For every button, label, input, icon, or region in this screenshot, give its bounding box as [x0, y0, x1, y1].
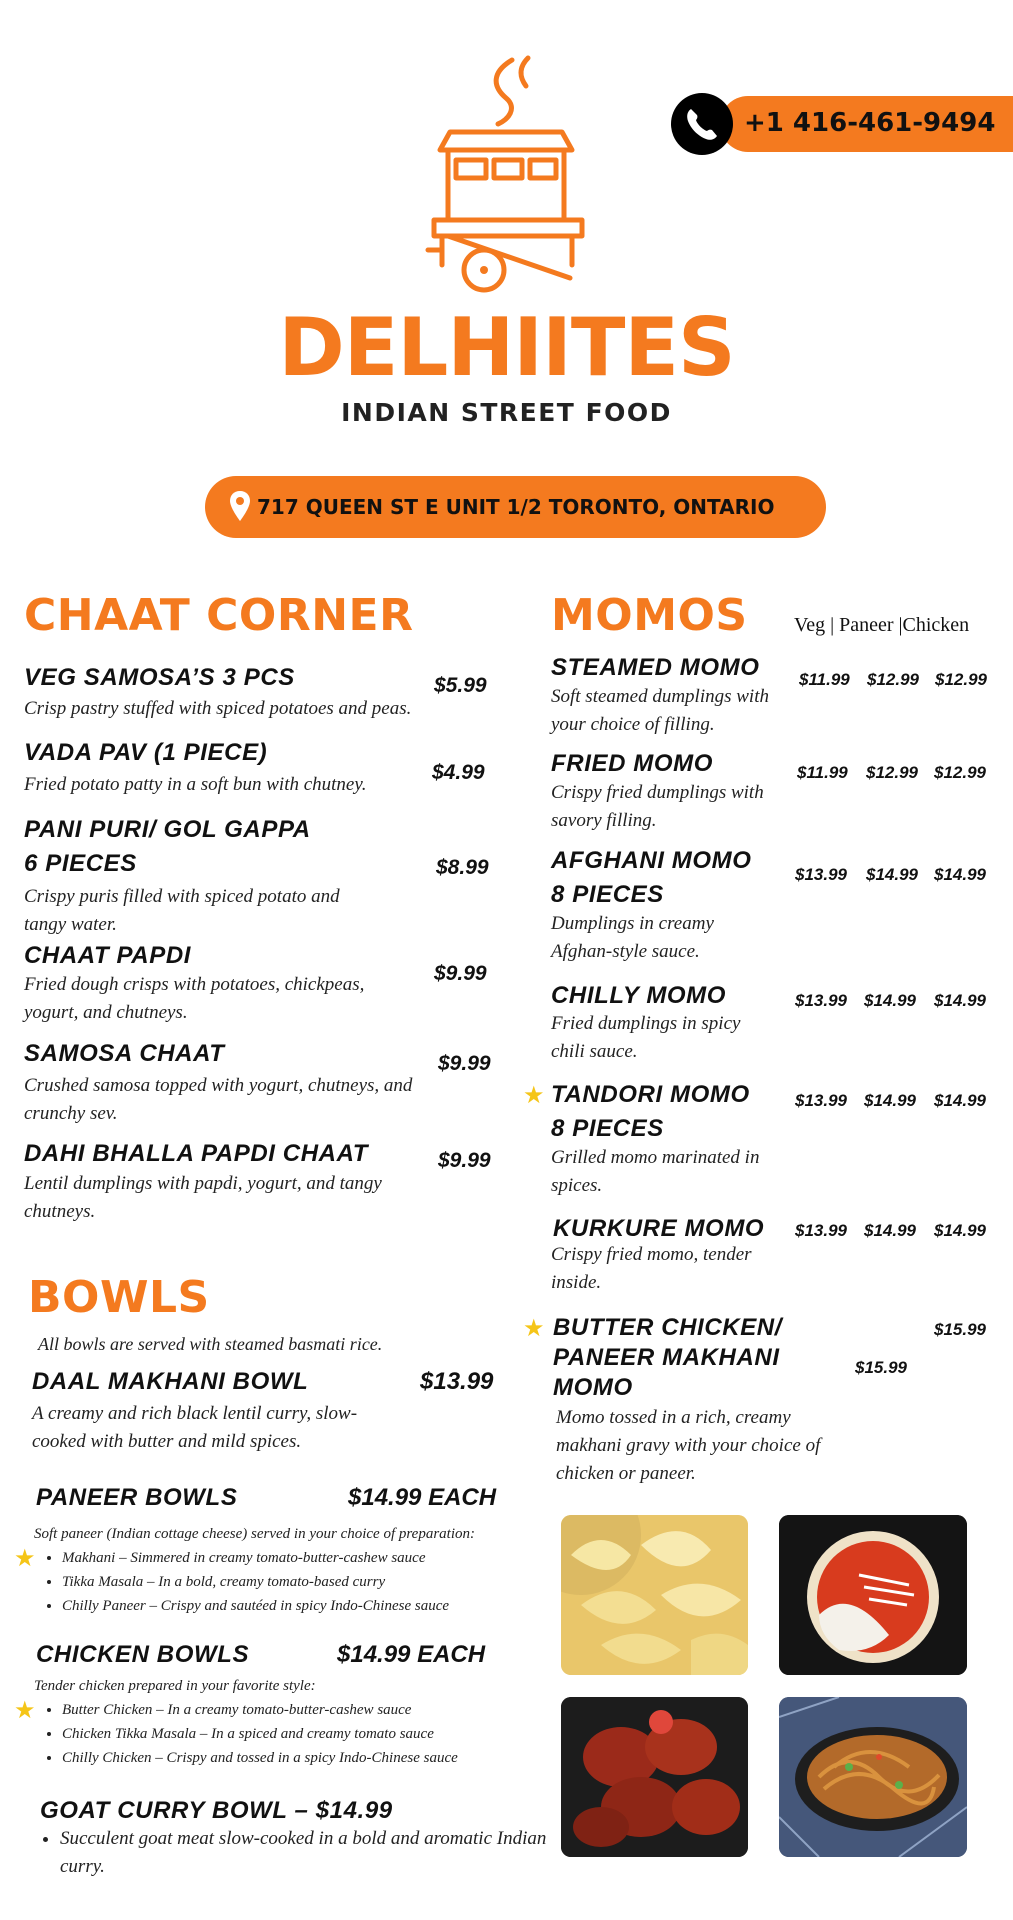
- logo-cart-icon: [422, 50, 592, 305]
- goat-bowl-desc: • Succulent goat meat slow-cooked in a bold and aromatic Indian curry.: [60, 1825, 550, 1881]
- butter-momo-name: PANEER MAKHANI: [553, 1344, 780, 1371]
- momo-price-chicken: $14.99: [934, 865, 986, 884]
- daal-bowl-name: DAAL MAKHANI BOWL: [32, 1368, 309, 1395]
- momo-price-veg: $11.99: [797, 763, 848, 782]
- momo-item-name: FRIED MOMO: [551, 750, 713, 777]
- momo-item-name: CHILLY MOMO: [551, 982, 727, 1009]
- daal-bowl-price: $13.99: [420, 1368, 494, 1395]
- paneer-options-list: [36, 1546, 449, 1618]
- chaat-item-desc: Lentil dumplings with papdi, yogurt, and tangy chutneys.: [24, 1173, 382, 1222]
- tandoori-momo-photo: [561, 1697, 748, 1857]
- momo-item-name: TANDORI MOMO: [551, 1081, 750, 1108]
- chaat-item-price: $9.99: [438, 1052, 491, 1075]
- chicken-options-list: [36, 1698, 458, 1770]
- momo-item-desc: Crispy fried dumplings with savory filling.: [551, 782, 764, 831]
- phone-icon: [671, 93, 733, 155]
- chaat-item-desc: Crisp pastry stuffed with spiced potatoes and peas.: [24, 698, 412, 719]
- chaat-title: CHAAT CORNER: [24, 590, 414, 641]
- momo-price-veg: $11.99: [799, 670, 850, 689]
- favorite-star-icon: ★: [523, 1082, 545, 1109]
- chaat-item-price: $4.99: [432, 761, 485, 784]
- momo-item-name: AFGHANI MOMO: [551, 847, 752, 874]
- butter-momo-desc: Momo tossed in a rich, creamy makhani gravy with your choice of chicken or paneer.: [556, 1407, 821, 1484]
- momo-price-paneer: $14.99: [864, 1221, 916, 1240]
- list-item: • Chilly Paneer – Crispy and sautéed in spicy Indo-Chinese sauce: [62, 1594, 449, 1618]
- momo-price-paneer: $12.99: [866, 763, 918, 782]
- favorite-star-icon: ★: [14, 1545, 36, 1572]
- paneer-bowls-intro: Soft paneer (Indian cottage cheese) served in your choice of preparation:: [34, 1526, 475, 1542]
- chaat-item-name: 6 PIECES: [24, 850, 137, 877]
- chicken-bowls-intro: Tender chicken prepared in your favorite style:: [34, 1678, 316, 1694]
- momo-item-name: 8 PIECES: [551, 881, 664, 908]
- chaat-item-name: CHAAT PAPDI: [24, 942, 192, 969]
- chicken-bowls-name: CHICKEN BOWLS: [36, 1641, 250, 1668]
- phone-number: +1 416-461-9494: [744, 108, 996, 138]
- favorite-star-icon: ★: [523, 1315, 545, 1342]
- chaat-item-price: $8.99: [436, 856, 489, 879]
- chaat-item-name: PANI PURI/ GOL GAPPA: [24, 816, 311, 843]
- chaat-item-desc: Crushed samosa topped with yogurt, chutneys, and crunchy sev.: [24, 1075, 413, 1124]
- list-item: • Tikka Masala – In a bold, creamy tomato-based curry: [62, 1570, 449, 1594]
- momo-price-paneer: $14.99: [864, 1091, 916, 1110]
- momo-item-desc: Grilled momo marinated in spices.: [551, 1147, 760, 1196]
- momo-price-veg: $13.99: [795, 865, 847, 884]
- momo-price-veg: $13.99: [795, 1091, 847, 1110]
- chaat-item-desc: Fried dough crisps with potatoes, chickpeas, yogurt, and chutneys.: [24, 974, 365, 1023]
- momo-price-paneer: $14.99: [866, 865, 918, 884]
- momo-item-desc: Dumplings in creamy Afghan-style sauce.: [551, 913, 714, 962]
- butter-momo-price: $15.99: [934, 1320, 986, 1339]
- momo-price-chicken: $14.99: [934, 1091, 986, 1110]
- momo-item-name: KURKURE MOMO: [553, 1215, 765, 1242]
- momos-title: MOMOS: [551, 590, 748, 641]
- butter-momo-name: BUTTER CHICKEN/: [553, 1314, 782, 1341]
- chaat-item-name: VADA PAV (1 PIECE): [24, 739, 268, 766]
- daal-bowl-desc: A creamy and rich black lentil curry, slow-cooked with butter and mild spices.: [32, 1403, 358, 1452]
- paneer-bowls-name: PANEER BOWLS: [36, 1484, 238, 1511]
- chaat-item-name: SAMOSA CHAAT: [24, 1040, 225, 1067]
- momo-photo: [561, 1515, 748, 1675]
- momo-price-veg: $13.99: [795, 991, 847, 1010]
- bowls-note: All bowls are served with steamed basmati rice.: [38, 1334, 383, 1354]
- noodles-photo: [779, 1697, 967, 1857]
- bowls-title: BOWLS: [28, 1272, 210, 1323]
- list-item: • Makhani – Simmered in creamy tomato-butter-cashew sauce: [62, 1546, 449, 1570]
- list-item: • Chilly Chicken – Crispy and tossed in a spicy Indo-Chinese sauce: [62, 1746, 458, 1770]
- paneer-bowls-price: $14.99 EACH: [348, 1484, 497, 1511]
- favorite-star-icon: ★: [14, 1697, 36, 1724]
- butter-chicken-photo: [779, 1515, 967, 1675]
- brand-tagline: INDIAN STREET FOOD: [341, 398, 672, 427]
- butter-momo-name: MOMO: [553, 1374, 633, 1401]
- brand-name: DELHIITES: [278, 301, 735, 394]
- momo-price-chicken: $12.99: [934, 763, 986, 782]
- momo-item-name: 8 PIECES: [551, 1115, 664, 1142]
- chaat-item-name: VEG SAMOSA’S 3 PCS: [24, 664, 295, 691]
- goat-bowl-name: GOAT CURRY BOWL – $14.99: [40, 1797, 393, 1824]
- goat-bowl-desc-list: [34, 1825, 550, 1881]
- chaat-item-desc: Fried potato patty in a soft bun with chutney.: [24, 774, 367, 795]
- address-pill[interactable]: [205, 476, 826, 538]
- momo-price-chicken: $14.99: [934, 1221, 986, 1240]
- momo-item-desc: Crispy fried momo, tender inside.: [551, 1244, 752, 1293]
- list-item: • Butter Chicken – In a creamy tomato-butter-cashew sauce: [62, 1698, 458, 1722]
- phone-badge[interactable]: [720, 96, 1013, 152]
- chicken-bowls-price: $14.99 EACH: [337, 1641, 486, 1668]
- momo-item-desc: Fried dumplings in spicy chili sauce.: [551, 1013, 741, 1062]
- momo-price-chicken: $12.99: [935, 670, 987, 689]
- address-text: 717 QUEEN ST E UNIT 1/2 TORONTO, ONTARIO: [257, 495, 775, 519]
- momo-price-chicken: $14.99: [934, 991, 986, 1010]
- chaat-item-desc: Crispy puris filled with spiced potato and tangy water.: [24, 886, 340, 935]
- chaat-item-price: $5.99: [434, 674, 487, 697]
- butter-momo-price: $15.99: [855, 1358, 907, 1377]
- momo-variants-header: Veg | Paneer |Chicken: [794, 614, 970, 636]
- momo-price-veg: $13.99: [795, 1221, 847, 1240]
- list-item: • Chicken Tikka Masala – In a spiced and creamy tomato sauce: [62, 1722, 458, 1746]
- chaat-item-price: $9.99: [434, 962, 487, 985]
- momo-price-paneer: $14.99: [864, 991, 916, 1010]
- chaat-item-price: $9.99: [438, 1149, 491, 1172]
- momo-item-desc: Soft steamed dumplings with your choice of filling.: [551, 686, 769, 735]
- momo-item-name: STEAMED MOMO: [551, 654, 760, 681]
- chaat-item-name: DAHI BHALLA PAPDI CHAAT: [24, 1140, 368, 1167]
- momo-price-paneer: $12.99: [867, 670, 919, 689]
- location-pin-icon: [229, 490, 251, 527]
